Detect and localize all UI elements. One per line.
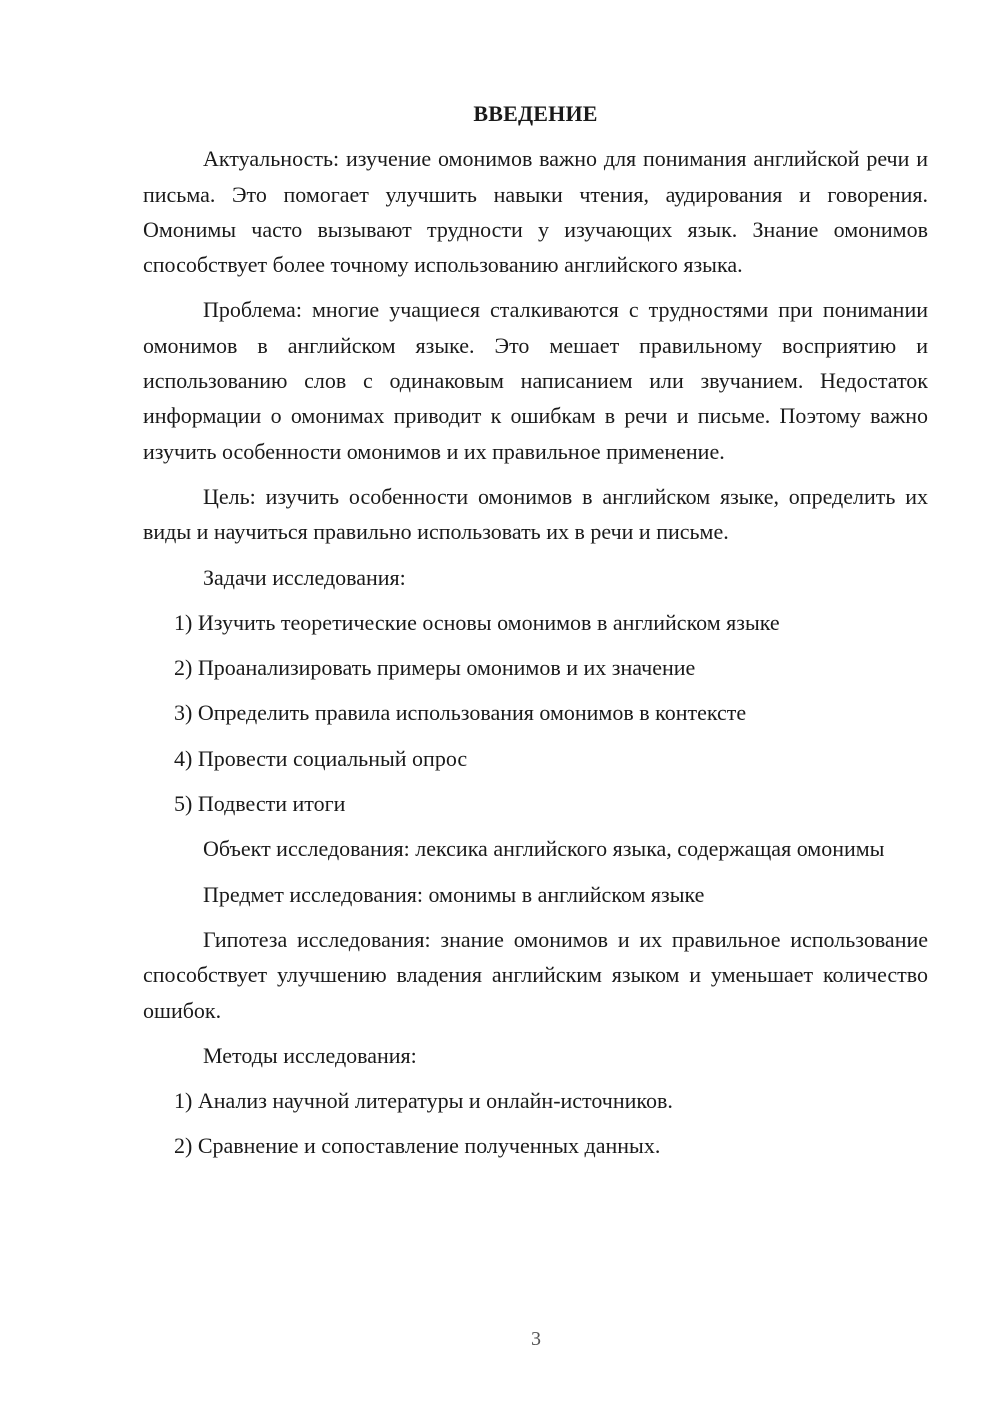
object-paragraph: Объект исследования: лексика английского языка, содержащая омонимы <box>203 836 885 862</box>
methods-label: Методы исследования: <box>203 1042 417 1068</box>
goal-paragraph: Цель: изучить особенности омонимов в английском языке, определить их виды и научиться правильно использовать их в речи и письме. <box>143 483 928 545</box>
task-item: 1) Изучить теоретические основы омонимов в английском языке <box>174 609 780 635</box>
methods-list <box>143 1083 928 1164</box>
section-title: ВВЕДЕНИЕ <box>473 101 598 126</box>
tasks-list <box>143 605 928 821</box>
task-item: 2) Проанализировать примеры омонимов и их значение <box>174 655 696 681</box>
task-item: 3) Определить правила использования омонимов в контексте <box>174 700 747 726</box>
relevance-paragraph: Актуальность: изучение омонимов важно для понимания английской речи и письма. Это помогает улучшить навыки чтения, аудирования и говорения. Омонимы часто вызывают трудности у изучающих язык. Знание омонимов способствует более точному использованию английского языка. <box>143 146 928 278</box>
tasks-label: Задачи исследования: <box>203 564 406 590</box>
hypothesis-paragraph: Гипотеза исследования: знание омонимов и их правильное использование способствует улучшению владения английским языком и уменьшает количество ошибок. <box>143 926 928 1023</box>
problem-paragraph: Проблема: многие учащиеся сталкиваются с трудностями при понимании омонимов в английском языке. Это мешает правильному восприятию и использованию слов с одинаковым написанием или звучанием. Недостаток информации о омонимах приводит к ошибкам в речи и письме. Поэтому важно изучить особенности омонимов и их правильное применение. <box>143 297 928 464</box>
task-item: 4) Провести социальный опрос <box>174 745 468 771</box>
subject-paragraph: Предмет исследования: омонимы в английском языке <box>203 881 705 907</box>
method-item: 1) Анализ научной литературы и онлайн-источников. <box>174 1088 673 1114</box>
page-content <box>143 96 928 1174</box>
page-number: 3 <box>531 1328 541 1350</box>
task-item: 5) Подвести итоги <box>174 791 346 817</box>
method-item: 2) Сравнение и сопоставление полученных данных. <box>174 1133 661 1159</box>
